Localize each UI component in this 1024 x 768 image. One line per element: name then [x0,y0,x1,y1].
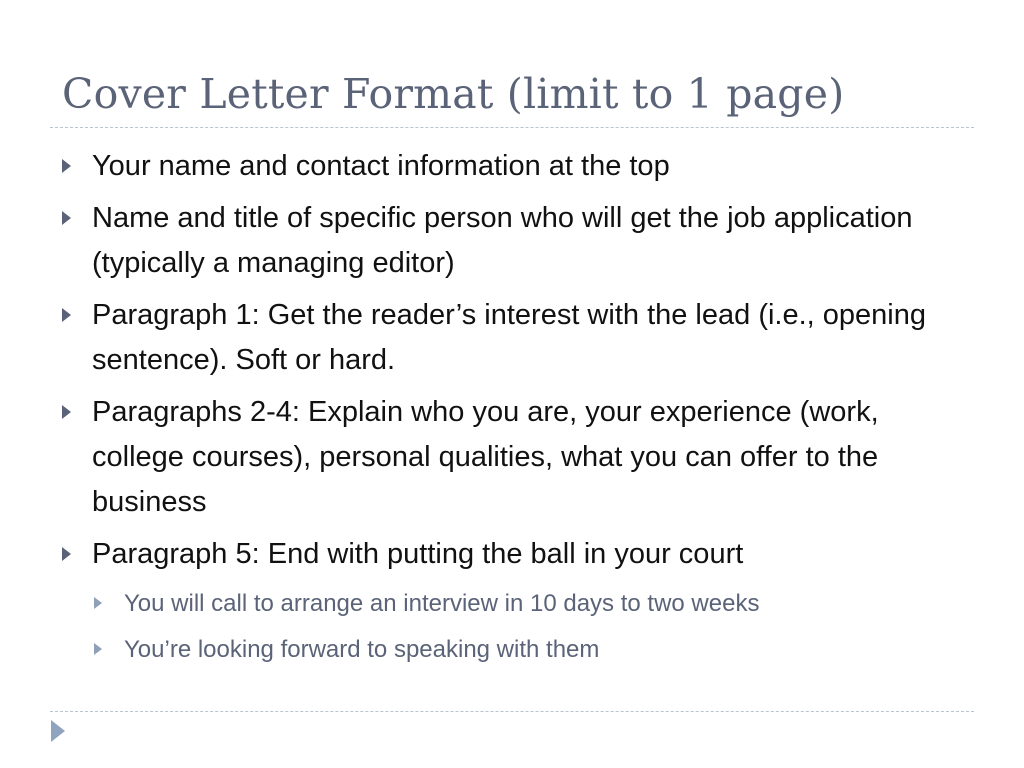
bullet-text: Name and title of specific person who will get the job application (typically a managing editor) [92,202,913,279]
bullet-item [62,196,962,286]
sub-bullet-text: You’re looking forward to speaking with them [124,636,600,663]
bullet-text: Paragraph 5: End with putting the ball in your court [92,538,744,570]
next-slide-arrow-icon[interactable] [51,720,65,742]
sub-bullet-item [62,584,962,624]
sub-bullet-item [62,630,962,670]
sub-bullet-text: You will call to arrange an interview in 10 days to two weeks [124,590,760,617]
bullet-item [62,293,962,383]
title-divider [50,127,974,128]
bullet-text: Paragraphs 2-4: Explain who you are, your experience (work, college courses), personal qualities, what you can offer to the business [92,396,879,518]
slide-title: Cover Letter Format (limit to 1 page) [62,70,845,118]
triangle-bullet-icon [94,643,102,655]
footer-divider [50,711,974,712]
bullet-text: Your name and contact information at the top [92,150,670,182]
bullet-item [62,390,962,525]
triangle-bullet-icon [62,405,71,419]
bullet-item [62,532,962,577]
triangle-bullet-icon [62,308,71,322]
triangle-bullet-icon [62,159,71,173]
bullet-list [62,144,962,676]
bullet-text: Paragraph 1: Get the reader’s interest with the lead (i.e., opening sentence). Soft or hard. [92,299,926,376]
triangle-bullet-icon [62,211,71,225]
triangle-bullet-icon [94,597,102,609]
bullet-item [62,144,962,189]
triangle-bullet-icon [62,547,71,561]
